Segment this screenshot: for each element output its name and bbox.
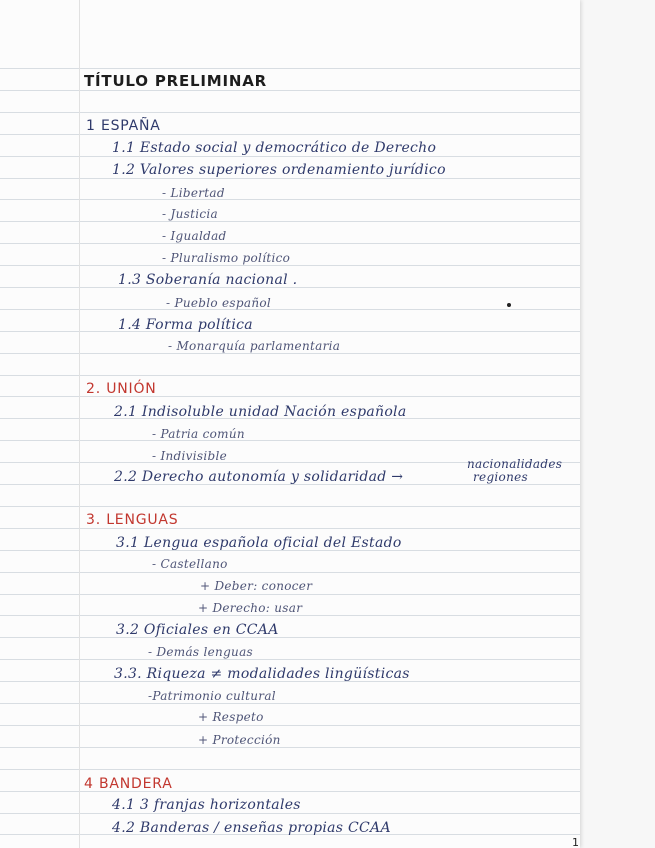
ruled-line xyxy=(0,769,580,770)
ruled-line xyxy=(0,637,580,638)
line-demas-lenguas: - Demás lenguas xyxy=(148,645,253,659)
ruled-line xyxy=(0,90,580,91)
ruled-line xyxy=(0,572,580,573)
ruled-line xyxy=(0,243,580,244)
ruled-line xyxy=(0,594,580,595)
ink-dot xyxy=(507,303,511,307)
ruled-line xyxy=(0,156,580,157)
ruled-line xyxy=(0,615,580,616)
line-libertad: - Libertad xyxy=(162,186,225,200)
line-3-1: 3.1 Lengua española oficial del Estado xyxy=(116,535,402,551)
line-3-3: 3.3. Riqueza ≠ modalidades lingüísticas xyxy=(114,666,410,682)
line-pluralismo: - Pluralismo político xyxy=(162,251,291,265)
ruled-line xyxy=(0,331,580,332)
line-1-4: 1.4 Forma política xyxy=(118,317,253,333)
ruled-line xyxy=(0,528,580,529)
margin-line xyxy=(79,0,80,848)
line-proteccion: + Protección xyxy=(198,733,281,747)
ruled-line xyxy=(0,112,580,113)
ruled-line xyxy=(0,221,580,222)
line-patria: - Patria común xyxy=(152,427,245,441)
line-2-1: 2.1 Indisoluble unidad Nación española xyxy=(114,404,407,420)
ruled-line xyxy=(0,440,580,441)
ruled-line xyxy=(0,659,580,660)
arrow-target-nacionalidades: nacionalidades xyxy=(467,457,563,471)
section-heading-espana: 1 ESPAÑA xyxy=(86,118,161,134)
line-indivisible: - Indivisible xyxy=(152,449,227,463)
line-respeto: + Respeto xyxy=(198,710,264,724)
line-deber: + Deber: conocer xyxy=(200,579,313,593)
page-title: TÍTULO PRELIMINAR xyxy=(84,72,267,90)
ruled-line xyxy=(0,178,580,179)
line-patrimonio: -Patrimonio cultural xyxy=(148,689,276,703)
ruled-line xyxy=(0,353,580,354)
section-heading-lenguas: 3. LENGUAS xyxy=(86,512,179,528)
section-heading-union: 2. UNIÓN xyxy=(86,381,157,397)
ruled-line xyxy=(0,375,580,376)
ruled-line xyxy=(0,747,580,748)
line-derecho-usar: + Derecho: usar xyxy=(198,601,303,615)
line-pueblo: - Pueblo español xyxy=(166,296,272,310)
line-monarquia: - Monarquía parlamentaria xyxy=(168,339,341,353)
ruled-line xyxy=(0,725,580,726)
ruled-line xyxy=(0,813,580,814)
line-4-2: 4.2 Banderas / enseñas propias CCAA xyxy=(112,820,391,836)
arrow-target-regiones: regiones xyxy=(473,470,528,484)
ruled-line xyxy=(0,506,580,507)
line-4-1: 4.1 3 franjas horizontales xyxy=(112,797,301,813)
ruled-line xyxy=(0,68,580,69)
line-1-3: 1.3 Soberanía nacional . xyxy=(118,272,298,288)
ruled-line xyxy=(0,703,580,704)
ruled-line xyxy=(0,309,580,310)
line-3-2: 3.2 Oficiales en CCAA xyxy=(116,622,279,638)
line-1-2: 1.2 Valores superiores ordenamiento jurídico xyxy=(112,162,446,178)
ruled-line xyxy=(0,265,580,266)
ruled-line xyxy=(0,134,580,135)
page-number: 1 xyxy=(572,836,579,848)
ruled-line xyxy=(0,199,580,200)
section-heading-bandera: 4 BANDERA xyxy=(84,776,173,792)
line-justicia: - Justicia xyxy=(162,207,218,221)
line-castellano: - Castellano xyxy=(152,557,228,571)
line-igualdad: - Igualdad xyxy=(162,229,227,243)
line-1-1: 1.1 Estado social y democrático de Derecho xyxy=(112,140,437,156)
line-2-2: 2.2 Derecho autonomía y solidaridad → xyxy=(114,469,404,485)
